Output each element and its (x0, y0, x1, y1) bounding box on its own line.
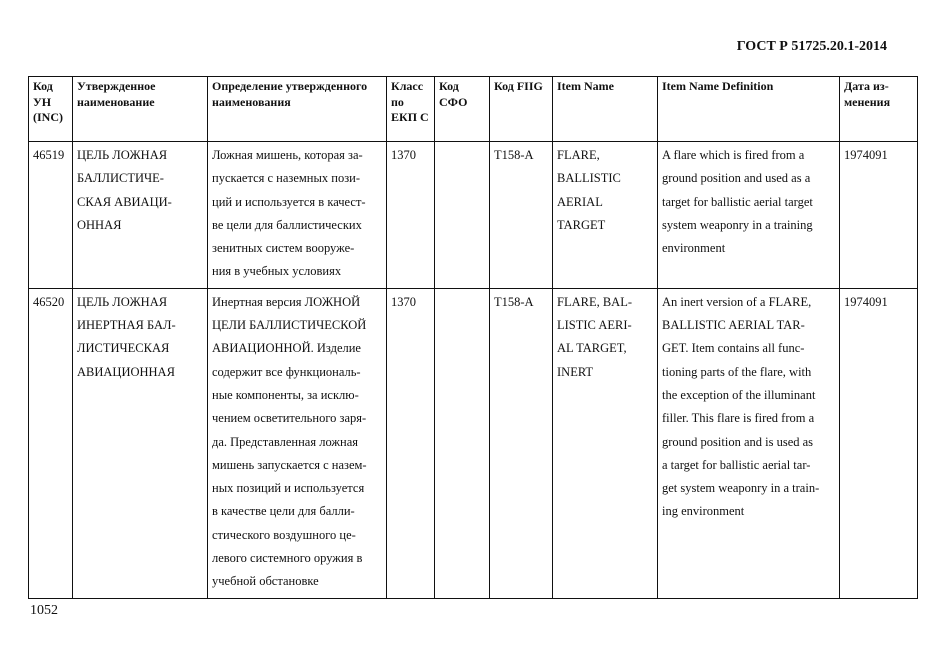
cell-item-name: FLARE, BALLISTIC AERIAL TARGET (553, 142, 658, 289)
table-row (29, 288, 918, 598)
cell-definition: Инертная версия ЛОЖНОЙ ЦЕЛИ БАЛЛИСТИЧЕСКОЙ АВИАЦИОННОЙ. Изделие содержит все функциональ- ные компоненты, за исклю- чением осветительного заря- да. Представленная ложная мишень запускается с назем- ных позиций и используется в качестве цели для балли- стического воздушного це- левого системного оружия в учебной обстановке (208, 288, 387, 598)
nomenclature-table (28, 76, 918, 599)
cell-approved-name: ЦЕЛЬ ЛОЖНАЯ БАЛЛИСТИЧЕ- СКАЯ АВИАЦИ- ОННАЯ (73, 142, 208, 289)
cell-approved-name: ЦЕЛЬ ЛОЖНАЯ ИНЕРТНАЯ БАЛ- ЛИСТИЧЕСКАЯ АВИАЦИОННАЯ (73, 288, 208, 598)
col-header-item-name: Item Name (553, 77, 658, 142)
standard-number: ГОСТ Р 51725.20.1-2014 (736, 39, 887, 54)
cell-item-name: FLARE, BAL- LISTIC AERI- AL TARGET, INERT (553, 288, 658, 598)
col-header-class: Класс по ЕКП С (387, 77, 435, 142)
cell-item-definition: An inert version of a FLARE, BALLISTIC AERIAL TAR- GET. Item contains all func- tioning parts of the flare, with the exception of the illuminant filler. This flare is fired from a ground position and is used as a target for ballistic aerial tar- get system weaponry in a train- ing environment (658, 288, 840, 598)
cell-sfo (435, 142, 490, 289)
col-header-sfo-code: Код СФО (435, 77, 490, 142)
cell-change-date: 1974091 (840, 288, 918, 598)
cell-definition: Ложная мишень, которая за- пускается с наземных пози- ций и используется в качест- ве цели для баллистических зенитных систем вооруже- ния в учебных условиях (208, 142, 387, 289)
col-header-inc-code: Код УН (INC) (29, 77, 73, 142)
cell-class: 1370 (387, 288, 435, 598)
cell-item-definition: A flare which is fired from a ground position and used as a target for ballistic aerial target system weaponry in a training environment (658, 142, 840, 289)
cell-inc: 46520 (29, 288, 73, 598)
cell-change-date: 1974091 (840, 142, 918, 289)
col-header-fiig-code: Код FIIG (490, 77, 553, 142)
cell-class: 1370 (387, 142, 435, 289)
table-row (29, 142, 918, 289)
table-header-row (29, 77, 918, 142)
cell-fiig: T158-A (490, 142, 553, 289)
cell-fiig: T158-A (490, 288, 553, 598)
cell-sfo (435, 288, 490, 598)
col-header-item-name-definition: Item Name Definition (658, 77, 840, 142)
col-header-approved-name: Утвержденное наименование (73, 77, 208, 142)
col-header-name-definition: Определение утвержденного наименования (208, 77, 387, 142)
col-header-change-date: Дата из- менения (840, 77, 918, 142)
page-number: 1052 (30, 603, 58, 618)
cell-inc: 46519 (29, 142, 73, 289)
